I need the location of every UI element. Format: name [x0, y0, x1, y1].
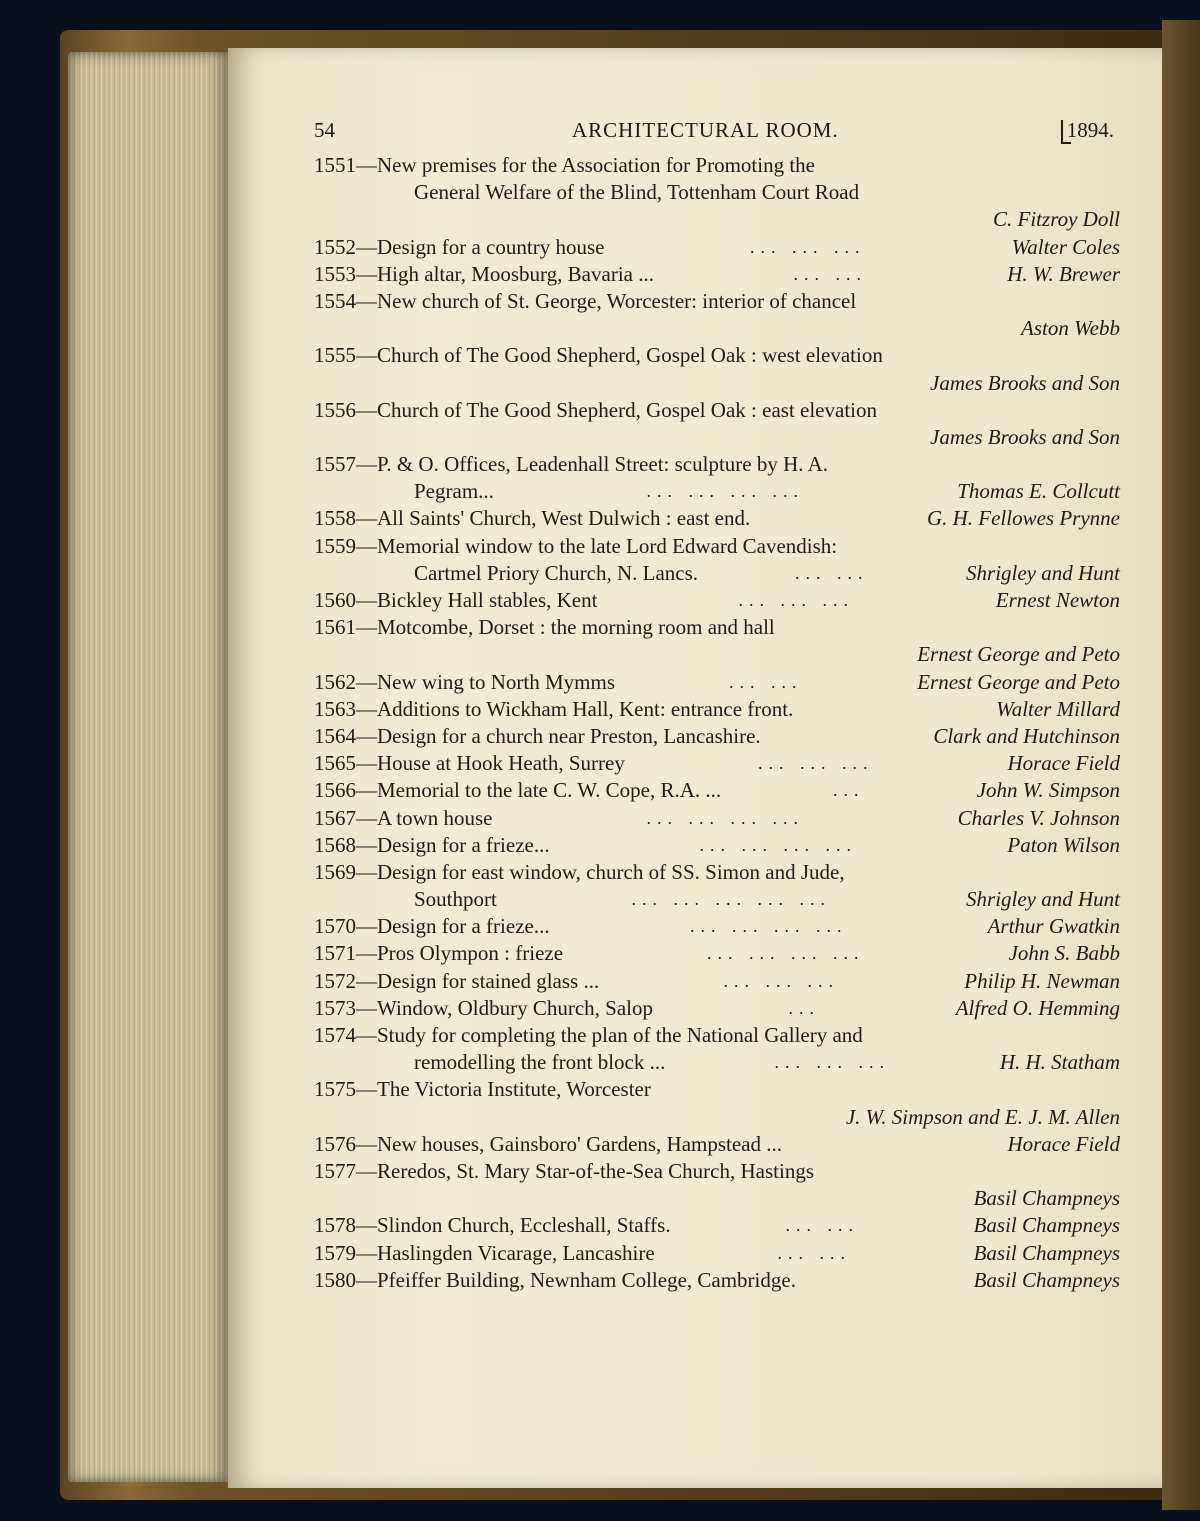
entry-author: James Brooks and Son: [930, 370, 1120, 395]
entry-text: 1578—Slindon Church, Eccleshall, Staffs.: [314, 1213, 671, 1238]
entry-text: 1570—Design for a frieze...: [314, 914, 550, 939]
entry-line: [314, 206, 1120, 233]
entry-line: [314, 1104, 1120, 1131]
entry-author: Shrigley and Hunt: [966, 560, 1120, 585]
catalogue-entry: [314, 505, 1120, 532]
entry-text: 1568—Design for a frieze...: [314, 832, 550, 857]
catalogue-entry: [314, 1158, 1120, 1212]
leader-dots: ... ...: [785, 1215, 859, 1236]
leader-dots: ... ...: [793, 263, 867, 284]
leader-dots: ... ...: [729, 671, 803, 692]
entry-text: 1576—New houses, Gainsboro' Gardens, Hampstead ...: [314, 1131, 783, 1156]
catalogue-entry: [314, 696, 1120, 723]
entry-author: Shrigley and Hunt: [966, 887, 1120, 912]
entry-line: [314, 451, 1120, 478]
header-year: 1894.: [1066, 118, 1114, 142]
entry-line: [314, 261, 1120, 288]
entry-author: Basil Champneys: [973, 1240, 1120, 1265]
entry-text: 1558—All Saints' Church, West Dulwich : east end.: [314, 506, 751, 531]
catalogue-entry: [314, 152, 1120, 234]
entry-author: Horace Field: [1007, 751, 1120, 776]
entry-text: 1556—Church of The Good Shepherd, Gospel Oak : east elevation: [314, 397, 877, 422]
entry-text: 1561—Motcombe, Dorset : the morning room and hall: [314, 615, 775, 640]
entry-text: 1564—Design for a church near Preston, Lancashire.: [314, 723, 761, 748]
page-edges: [68, 52, 228, 1482]
book-spine-edge: [1162, 20, 1200, 1510]
entry-author: Charles V. Johnson: [957, 805, 1120, 830]
entry-text: 1571—Pros Olympon : frieze: [314, 941, 564, 966]
entry-text: 1579—Haslingden Vicarage, Lancashire: [314, 1240, 655, 1265]
entry-line: [314, 397, 1120, 424]
entry-line: [314, 913, 1120, 940]
entry-text: 1575—The Victoria Institute, Worcester: [314, 1077, 651, 1102]
page-title: ARCHITECTURAL ROOM.: [572, 118, 839, 142]
entry-line: [314, 669, 1120, 696]
entry-author: H. H. Statham: [999, 1050, 1120, 1075]
entry-author: Basil Champneys: [973, 1213, 1120, 1238]
entry-author: C. Fitzroy Doll: [993, 207, 1120, 232]
entry-author: Alfred O. Hemming: [955, 995, 1120, 1020]
page-number: 54: [314, 118, 335, 142]
entry-author: Aston Webb: [1021, 316, 1120, 341]
catalogue-entries: [314, 152, 1120, 1294]
catalogue-entry: [314, 614, 1120, 668]
entry-text: 1560—Bickley Hall stables, Kent: [314, 588, 598, 612]
catalogue-entry: [314, 940, 1120, 967]
entry-author: Paton Wilson: [1007, 832, 1120, 857]
leader-dots: ... ... ... ...: [646, 481, 804, 502]
entry-line: [314, 859, 1120, 886]
entry-line: [314, 478, 1120, 505]
entry-text: General Welfare of the Blind, Tottenham Court Road: [414, 180, 860, 205]
entry-author: John S. Babb: [1008, 941, 1120, 966]
entry-author: Basil Champneys: [973, 1186, 1120, 1211]
entry-text: 1580—Pfeiffer Building, Newnham College, Cambridge.: [314, 1267, 796, 1292]
entry-text: 1577—Reredos, St. Mary Star-of-the-Sea Church, Hastings: [314, 1158, 814, 1183]
entry-line: [314, 641, 1120, 668]
leader-dots: ... ...: [795, 562, 869, 583]
entry-line: [314, 614, 1120, 641]
catalogue-entry: [314, 777, 1120, 804]
entry-author: Horace Field: [1007, 1131, 1120, 1156]
entry-line: [314, 179, 1120, 206]
entry-line: [314, 1185, 1120, 1212]
catalogue-entry: [314, 1076, 1120, 1130]
entry-text: 1555—Church of The Good Shepherd, Gospel Oak : west elevation: [314, 343, 883, 368]
leader-dots: ... ... ...: [723, 970, 839, 991]
entry-line: [314, 288, 1120, 315]
leader-dots: ... ... ... ... ...: [631, 889, 831, 910]
leader-dots: ... ... ...: [738, 590, 854, 610]
entry-text: Southport: [414, 887, 497, 912]
entry-author: Basil Champneys: [973, 1267, 1120, 1292]
entry-line: [314, 1212, 1120, 1239]
entry-text: 1563—Additions to Wickham Hall, Kent: entrance front.: [314, 696, 794, 721]
catalogue-entry: [314, 805, 1120, 832]
catalogue-entry: [314, 832, 1120, 859]
catalogue-entry: [314, 669, 1120, 696]
leader-dots: ... ... ... ...: [646, 807, 804, 828]
catalogue-entry: [314, 1240, 1120, 1267]
catalogue-entry: [314, 342, 1120, 396]
entry-line: [314, 995, 1120, 1022]
entry-text: 1562—New wing to North Mymms: [314, 669, 615, 694]
entry-line: [314, 424, 1120, 451]
entry-author: John W. Simpson: [976, 778, 1120, 803]
catalogue-entry: [314, 723, 1120, 750]
entry-text: 1559—Memorial window to the late Lord Edward Cavendish:: [314, 533, 838, 558]
catalogue-entry: [314, 261, 1120, 288]
entry-author: Philip H. Newman: [964, 968, 1120, 993]
entry-text: 1554—New church of St. George, Worcester: interior of chancel: [314, 288, 857, 313]
entry-author: Clark and Hutchinson: [933, 723, 1120, 748]
entry-author: J. W. Simpson and E. J. M. Allen: [845, 1104, 1120, 1129]
catalogue-entry: [314, 587, 1120, 614]
entry-line: [314, 1158, 1120, 1185]
entry-text: 1566—Memorial to the late C. W. Cope, R.A. ...: [314, 778, 722, 803]
entry-line: [314, 533, 1120, 560]
catalogue-entry: [314, 750, 1120, 777]
entry-author: Thomas E. Collcutt: [957, 479, 1120, 504]
entry-line: [314, 1131, 1120, 1158]
entry-text: Pegram...: [414, 479, 494, 504]
entry-line: [314, 234, 1120, 261]
catalogue-entry: [314, 288, 1120, 342]
entry-author: James Brooks and Son: [930, 424, 1120, 449]
entry-line: [314, 886, 1120, 913]
catalogue-entry: [314, 913, 1120, 940]
entry-line: [314, 152, 1120, 179]
catalogue-entry: [314, 451, 1120, 505]
entry-text: 1567—A town house: [314, 805, 493, 830]
entry-line: [314, 940, 1120, 967]
entry-line: [314, 832, 1120, 859]
entry-line: [314, 505, 1120, 532]
entry-text: 1552—Design for a country house: [314, 234, 605, 259]
entry-author: Walter Millard: [996, 696, 1120, 721]
entry-line: [314, 342, 1120, 369]
entry-author: Ernest George and Peto: [917, 642, 1120, 667]
entry-line: [314, 370, 1120, 397]
entry-line: [314, 1076, 1120, 1103]
entry-line: [314, 315, 1120, 342]
catalogue-entry: [314, 995, 1120, 1022]
catalogue-entry: [314, 397, 1120, 451]
entry-author: Arthur Gwatkin: [987, 914, 1120, 939]
entry-line: [314, 1240, 1120, 1267]
catalogue-entry: [314, 859, 1120, 913]
leader-dots: ... ... ...: [750, 236, 866, 257]
leader-dots: ...: [788, 997, 820, 1018]
entry-line: [314, 560, 1120, 587]
catalogue-entry: [314, 968, 1120, 995]
entry-author: Walter Coles: [1011, 234, 1120, 259]
entry-line: [314, 696, 1120, 723]
entry-line: [314, 750, 1120, 777]
entry-line: [314, 968, 1120, 995]
entry-text: 1573—Window, Oldbury Church, Salop: [314, 995, 654, 1020]
entry-text: 1569—Design for east window, church of SS. Simon and Jude,: [314, 859, 845, 884]
catalogue-entry: [314, 1022, 1120, 1076]
leader-dots: ... ... ... ...: [707, 943, 865, 964]
leader-dots: ... ... ...: [758, 753, 874, 774]
entry-line: [314, 777, 1120, 804]
entry-line: [314, 1049, 1120, 1076]
entry-author: Ernest George and Peto: [917, 669, 1120, 694]
entry-author: H. W. Brewer: [1007, 261, 1120, 286]
catalogue-entry: [314, 1267, 1120, 1294]
leader-dots: ... ... ... ...: [690, 916, 848, 937]
entry-line: [314, 1022, 1120, 1049]
leader-dots: ... ... ...: [774, 1052, 890, 1073]
catalogue-entry: [314, 1212, 1120, 1239]
entry-text: 1574—Study for completing the plan of the National Gallery and: [314, 1023, 863, 1047]
entry-text: Cartmel Priory Church, N. Lancs.: [414, 560, 699, 585]
entry-author: G. H. Fellowes Prynne: [926, 506, 1120, 531]
entry-text: 1551—New premises for the Association for Promoting the: [314, 153, 816, 177]
catalogue-entry: [314, 1131, 1120, 1158]
entry-text: 1565—House at Hook Heath, Surrey: [314, 751, 625, 776]
entry-line: [314, 723, 1120, 750]
entry-text: 1553—High altar, Moosburg, Bavaria ...: [314, 261, 654, 286]
entry-text: 1572—Design for stained glass ...: [314, 968, 600, 993]
leader-dots: ... ...: [777, 1242, 851, 1263]
leader-dots: ... ... ... ...: [699, 834, 857, 855]
leader-dots: ...: [833, 780, 865, 801]
entry-line: [314, 587, 1120, 614]
book-page: [228, 48, 1200, 1488]
entry-line: [314, 805, 1120, 832]
entry-text: remodelling the front block ...: [414, 1050, 666, 1075]
catalogue-entry: [314, 533, 1120, 587]
catalogue-entry: [314, 234, 1120, 261]
entry-text: 1557—P. & O. Offices, Leadenhall Street: sculpture by H. A.: [314, 452, 829, 477]
entry-author: Ernest Newton: [995, 588, 1120, 612]
entry-line: [314, 1267, 1120, 1294]
